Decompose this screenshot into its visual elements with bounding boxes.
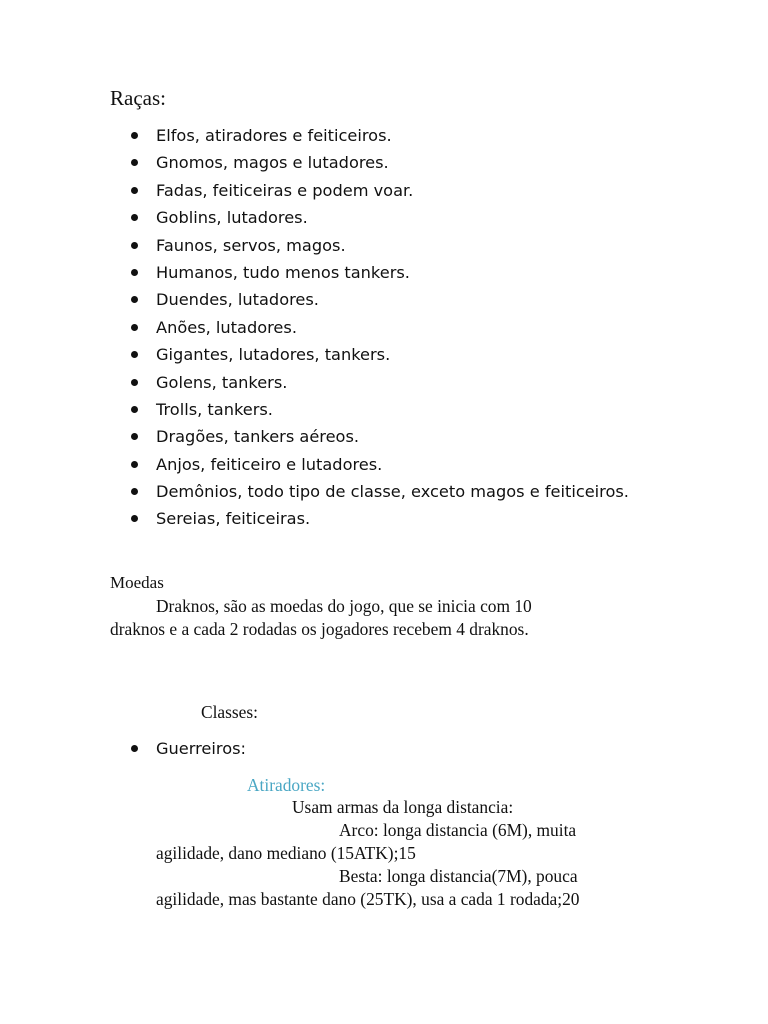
list-item-text: Goblins, lutadores. [156, 208, 308, 228]
bullet-icon [131, 242, 138, 249]
bullet-icon [131, 406, 138, 413]
list-item [0, 341, 629, 368]
list-item-text: Humanos, tudo menos tankers. [156, 262, 410, 282]
racas-heading: Raças: [110, 86, 166, 110]
moedas-heading: Moedas [110, 573, 164, 592]
list-item-text: Demônios, todo tipo de classe, exceto magos e feiticeiros. [156, 482, 629, 502]
atiradores-line-2: Arco: longa distancia (6M), muita [339, 820, 577, 840]
atiradores-line-1: Usam armas da longa distancia: [292, 797, 514, 817]
list-item-text: Gnomos, magos e lutadores. [156, 153, 389, 173]
bullet-icon [131, 296, 138, 303]
list-item-text: Elfos, atiradores e feiticeiros. [156, 126, 392, 145]
list-item-text: Faunos, servos, magos. [156, 235, 346, 255]
list-item-text: Golens, tankers. [156, 372, 288, 392]
atiradores-line-4: Besta: longa distancia(7M), pouca [339, 866, 578, 886]
bullet-icon [131, 324, 138, 331]
bullet-icon [131, 379, 138, 386]
moedas-paragraph-line-1: Draknos, são as moedas do jogo, que se inicia com 10 [156, 596, 532, 616]
list-item [0, 314, 629, 341]
bullet-icon [131, 269, 138, 276]
bullet-icon [131, 187, 138, 194]
list-item [0, 149, 629, 176]
atiradores-line-3: agilidade, dano mediano (15ATK);15 [156, 843, 416, 863]
list-item [0, 177, 629, 204]
list-item-text: Dragões, tankers aéreos. [156, 427, 360, 447]
bullet-icon [131, 132, 138, 139]
list-item [0, 478, 629, 505]
list-item-text: Sereias, feiticeiras. [156, 509, 311, 529]
atiradores-heading: Atiradores: [247, 775, 326, 795]
bullet-icon [131, 159, 138, 166]
list-item [0, 286, 629, 313]
bullet-icon [131, 515, 138, 522]
list-item [0, 423, 629, 450]
bullet-icon [131, 433, 138, 440]
bullet-icon [131, 214, 138, 221]
list-item [0, 232, 629, 259]
list-item-text: Gigantes, lutadores, tankers. [156, 345, 391, 365]
guerreiros-list-item: Guerreiros: [156, 739, 246, 758]
list-item [0, 396, 629, 423]
list-item-text: Duendes, lutadores. [156, 290, 319, 310]
list-item [0, 204, 629, 231]
list-item-text: Fadas, feiticeiras e podem voar. [156, 180, 414, 200]
moedas-paragraph-line-2: draknos e a cada 2 rodadas os jogadores recebem 4 draknos. [110, 619, 529, 639]
list-item-text: Anjos, feiticeiro e lutadores. [156, 454, 383, 474]
classes-heading: Classes: [201, 702, 259, 722]
list-item [0, 451, 629, 478]
bullet-icon [131, 351, 138, 358]
list-item-text: Trolls, tankers. [156, 399, 273, 419]
bullet-icon [131, 488, 138, 495]
atiradores-line-5: agilidade, mas bastante dano (25TK), usa a cada 1 rodada;20 [156, 889, 580, 909]
list-item [0, 122, 629, 149]
list-item [0, 369, 629, 396]
bullet-icon [131, 745, 138, 752]
bullet-icon [131, 461, 138, 468]
list-item [0, 505, 629, 532]
list-item-text: Anões, lutadores. [156, 317, 297, 337]
list-item [0, 259, 629, 286]
racas-list [0, 122, 629, 533]
